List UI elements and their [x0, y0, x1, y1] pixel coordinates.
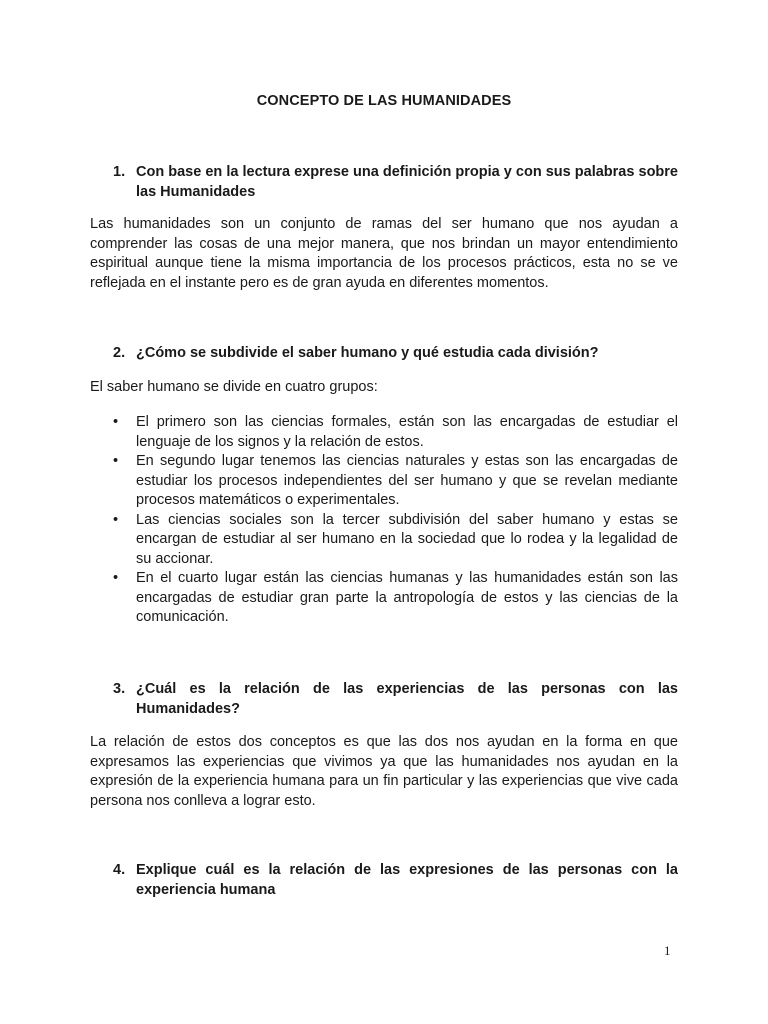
list-item	[113, 413, 678, 452]
list-item	[113, 511, 678, 570]
question-3	[113, 680, 678, 719]
page-number: 1	[664, 943, 671, 958]
question-2-number: 2.	[113, 345, 126, 361]
question-4-text: Explique cuál es la relación de las expresiones de las personas con la experiencia humana	[136, 862, 678, 898]
bullet-icon: •	[113, 511, 119, 528]
answer-2-intro: El saber humano se divide en cuatro grupos:	[90, 379, 378, 395]
question-3-number: 3.	[113, 681, 126, 697]
list-item	[113, 569, 678, 628]
list-item-text: En el cuarto lugar están las ciencias humanas y las humanidades están son las encargadas de estudiar gran parte la antropología de estos y las ciencias de la comunicación.	[136, 570, 678, 625]
bullet-icon: •	[113, 453, 119, 469]
question-3-text: ¿Cuál es la relación de las experiencias de las personas con las Humanidades?	[136, 681, 678, 717]
list-item	[113, 452, 678, 511]
question-2	[113, 344, 678, 364]
subdivision-list	[113, 413, 678, 628]
question-1-number: 1.	[113, 164, 126, 180]
list-item-text: En segundo lugar tenemos las ciencias naturales y estas son las encargadas de estudiar los procesos independientes del ser humano y que se revelan mediante procesos matemáticos o experimentales.	[136, 453, 678, 508]
bullet-icon: •	[113, 414, 119, 430]
list-item-text: Las ciencias sociales son la tercer subdivisión del saber humano y estas se encargan de estudiar al ser humano en la sociedad que lo rodea y la legalidad de su accionar.	[136, 511, 678, 567]
question-1	[113, 163, 678, 202]
question-1-text: Con base en la lectura exprese una definición propia y con sus palabras sobre las Humanidades	[136, 164, 678, 200]
document-title: CONCEPTO DE LAS HUMANIDADES	[256, 93, 512, 109]
question-4	[113, 861, 678, 900]
bullet-icon: •	[113, 570, 119, 586]
question-4-number: 4.	[113, 862, 126, 878]
answer-3: La relación de estos dos conceptos es que las dos nos ayudan en la forma en que expresamos las experiencias que vivimos ya que las humanidades nos ayudan en la expresión de la experiencia humana para un fin particular y las experiencias que vive cada persona nos conlleva a lograr esto.	[90, 734, 678, 809]
list-item-text: El primero son las ciencias formales, están son las encargadas de estudiar el lenguaje de los signos y la relación de estos.	[136, 414, 678, 450]
question-2-text: ¿Cómo se subdivide el saber humano y qué estudia cada división?	[136, 345, 599, 361]
answer-1: Las humanidades son un conjunto de ramas del ser humano que nos ayudan a comprender las cosas de una mejor manera, que nos brindan un mayor entendimiento espiritual aunque tiene la misma importancia de los procesos prácticos, esta no se ve reflejada en el instante pero es de gran ayuda en diferentes momentos.	[90, 216, 678, 291]
